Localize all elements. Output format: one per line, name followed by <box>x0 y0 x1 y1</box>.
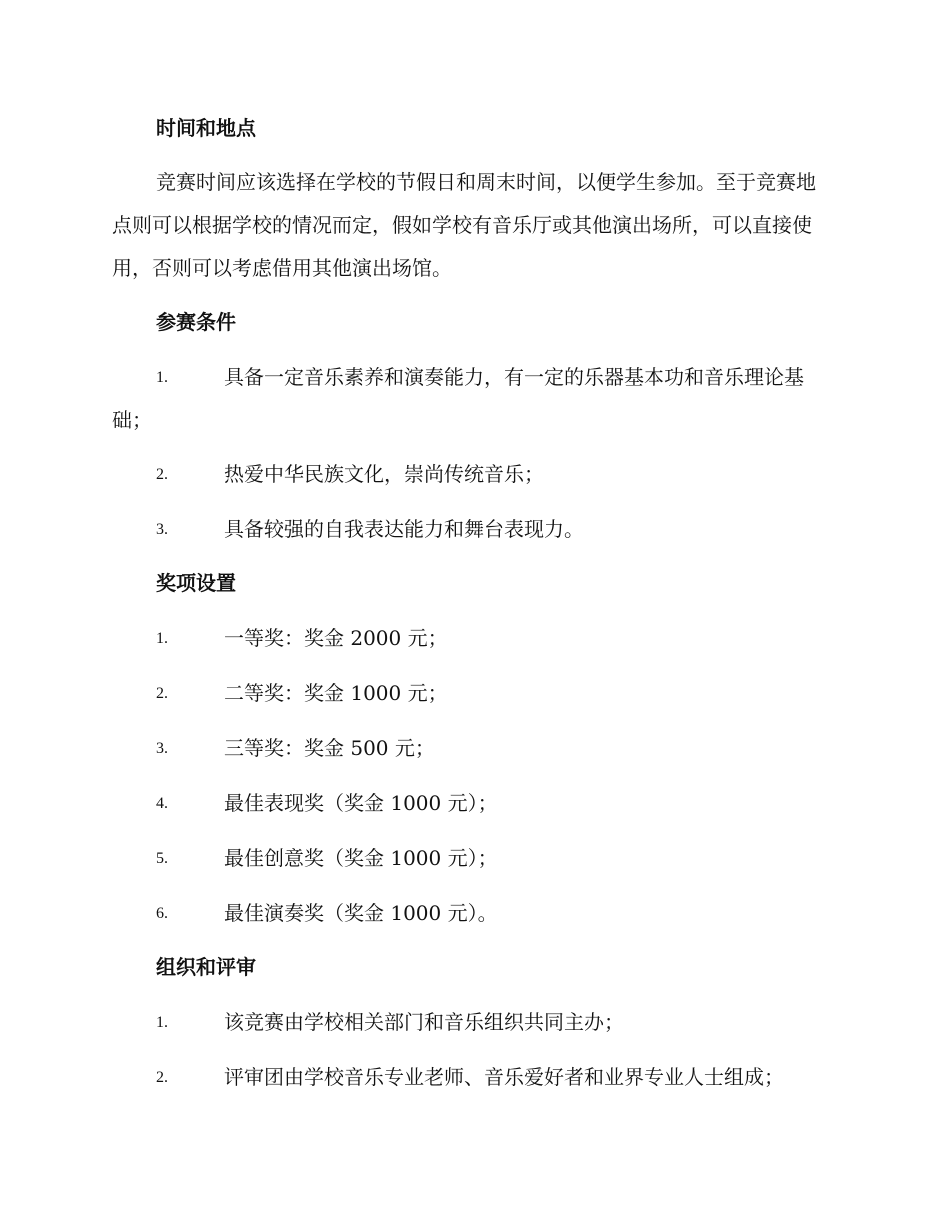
list-item <box>112 672 832 715</box>
list-item <box>112 453 832 496</box>
list-item-number: 2. <box>156 466 168 483</box>
list-item-text: 具备较强的自我表达能力和舞台表现力。 <box>224 517 584 541</box>
list-item <box>112 837 832 880</box>
list-item-text: 二等奖：奖金 1000 元； <box>224 681 448 705</box>
list-item-number: 4. <box>156 795 168 812</box>
list-item-text: 评审团由学校音乐专业老师、音乐爱好者和业界专业人士组成； <box>224 1065 784 1089</box>
list-item-number: 2. <box>156 685 168 702</box>
section-heading-conditions: 参赛条件 <box>156 310 236 334</box>
list-item-text: 该竞赛由学校相关部门和音乐组织共同主办； <box>224 1010 624 1034</box>
section-heading-time-location: 时间和地点 <box>156 116 256 140</box>
list-item-number: 6. <box>156 905 168 922</box>
list-item <box>112 617 832 660</box>
list-item-number: 1. <box>156 369 168 386</box>
list-item-text: 一等奖：奖金 2000 元； <box>224 626 448 650</box>
list-item-text: 最佳演奏奖（奖金 1000 元）。 <box>224 901 498 925</box>
list-item <box>112 782 832 825</box>
list-item <box>112 1056 832 1099</box>
list-item-number: 2. <box>156 1069 168 1086</box>
list-item-number: 1. <box>156 630 168 647</box>
list-item-number: 3. <box>156 740 168 757</box>
list-item-text: 三等奖：奖金 500 元； <box>224 736 435 760</box>
list-item <box>112 727 832 770</box>
list-item-number: 1. <box>156 1014 168 1031</box>
section-heading-organization: 组织和评审 <box>156 955 256 979</box>
section-heading-awards: 奖项设置 <box>156 571 236 595</box>
paragraph-time-location: 竞赛时间应该选择在学校的节假日和周末时间，以便学生参加。至于竞赛地点则可以根据学校的情况而定，假如学校有音乐厅或其他演出场所，可以直接使用，否则可以考虑借用其他演出场馆。 <box>112 170 816 280</box>
list-item-text: 最佳创意奖（奖金 1000 元）； <box>224 846 498 870</box>
list-item-number: 5. <box>156 850 168 867</box>
list-item <box>112 1001 832 1044</box>
list-item <box>112 508 832 551</box>
list-item <box>112 892 832 935</box>
list-item-number: 3. <box>156 521 168 538</box>
list-item-text: 热爱中华民族文化，崇尚传统音乐； <box>224 462 544 486</box>
list-item-text: 最佳表现奖（奖金 1000 元）； <box>224 791 498 815</box>
list-item-text: 具备一定音乐素养和演奏能力，有一定的乐器基本功和音乐理论基础； <box>112 365 804 432</box>
list-item <box>112 356 832 442</box>
